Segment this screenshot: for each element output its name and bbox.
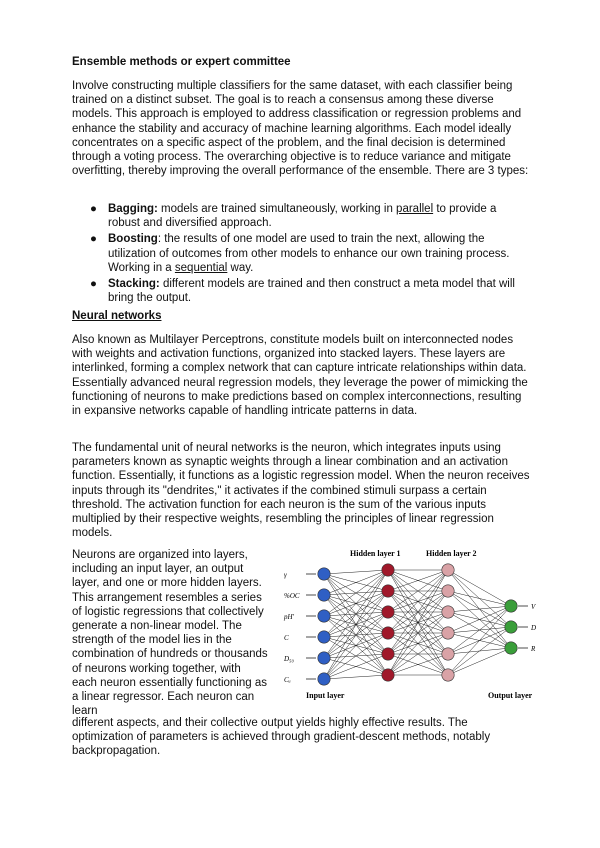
input-node (318, 568, 330, 580)
hidden2-node (442, 648, 454, 660)
network-edge (448, 570, 511, 606)
hidden2-node (442, 606, 454, 618)
network-edge (324, 654, 388, 679)
network-edge (448, 606, 511, 633)
ensemble-types-list (90, 202, 530, 307)
neural-networks-paragraph-1: Also known as Multilayer Perceptrons, constitute models built on interconnected nodes with weights and activation functions, organized into stacked layers. These layers are interlinked, forming a complex network that can capture intricate relationships within data. Essentially advanced neural regression models, they leverage the power of mimicking the functioning of neurons to make predictions based on complex interconnections, resulting in expansive networks capable of handling intricate patterns in data. (72, 334, 528, 418)
input-variable-label: %OC (284, 592, 300, 600)
network-edge (324, 570, 388, 574)
output-node (505, 621, 517, 633)
output-variable-label: D (531, 624, 537, 632)
hidden1-node (382, 606, 394, 618)
hidden1-node (382, 585, 394, 597)
hidden1-node (382, 564, 394, 576)
network-edge (448, 627, 511, 675)
input-node (318, 652, 330, 664)
ensemble-intro-paragraph: Involve constructing multiple classifiers for the same dataset, with each classifier being trained on a distinct subset. The goal is to reach a consensus among these diverse models. This approach is employed to address classification or regression problems and enhance the stability and accuracy of machine learning algorithms. Each model ideally concentrates on a specific aspect of the problem, and the final decision is determined through a voting process. The overarching objective is to reduce variance and mitigate overfitting, thereby improving the overall performance of the ensemble. There are 3 types: (72, 80, 529, 178)
neural-networks-paragraph-4: different aspects, and their collective output yields highly effective results. The optimization of parameters is achieved through gradient-descent methods, notably backpropagation. (72, 717, 491, 758)
network-edge (448, 591, 511, 606)
network-edge (324, 570, 388, 637)
hidden2-node (442, 669, 454, 681)
input-layer-label: Input layer (306, 691, 345, 700)
bullet-icon: ● (90, 278, 97, 291)
input-node (318, 610, 330, 622)
input-node (318, 589, 330, 601)
network-edge (324, 675, 388, 679)
network-edges (324, 570, 511, 679)
network-edge (324, 612, 388, 679)
hidden1-node (382, 669, 394, 681)
network-edge (324, 633, 388, 679)
input-variable-label: D₅₀ (284, 655, 294, 663)
network-edge (448, 648, 511, 675)
input-variable-label: pH' (284, 613, 295, 621)
input-node (318, 631, 330, 643)
list-item-stacking: ● Stacking: different models are trained and then construct a meta model that will bring the output. (90, 278, 515, 305)
hidden2-node (442, 627, 454, 639)
output-layer-label: Output layer (488, 691, 533, 700)
bullet-icon: ● (90, 203, 97, 215)
output-variable-label: R (531, 645, 536, 653)
network-edge (324, 591, 388, 679)
hidden-layer-1-label: Hidden layer 1 (350, 549, 401, 558)
network-edge (448, 606, 511, 654)
hidden1-node (382, 648, 394, 660)
link-sequential: sequential (174, 261, 228, 274)
output-node (505, 642, 517, 654)
list-item-boosting: ● Boosting: the results of one model are used to train the next, allowing the utilization of outcomes from other models to enhance our own training process. Working in a sequential way. (90, 233, 510, 274)
network-edge (324, 570, 388, 595)
input-variable-label: Cᵤ (284, 676, 291, 684)
network-edge (324, 570, 388, 616)
hidden2-node (442, 564, 454, 576)
neural-network-diagram (282, 548, 542, 712)
neural-networks-paragraph-3: Neurons are organized into layers, including an input layer, an output layer, and one or more hidden layers. This arrangement resembles a series of logistic regressions that collectively generate a non-linear model. The strength of the model lies in the combination of hundreds or thousands of neurons working together, with each neuron essentially functioning as a linear regressor. Each neuron can learn (72, 549, 268, 718)
output-node (505, 600, 517, 612)
link-parallel: parallel (396, 203, 434, 215)
input-variable-label: γ (284, 571, 287, 579)
section-heading-ensemble: Ensemble methods or expert committee (72, 56, 291, 68)
input-variable-label: C (284, 634, 289, 642)
list-item-bagging: ● Bagging: models are trained simultaneously, working in parallel to provide a robust and diversified approach. (90, 203, 497, 230)
output-variable-labels (518, 603, 536, 653)
output-variable-label: V (531, 603, 536, 611)
hidden2-node (442, 585, 454, 597)
input-variable-labels (283, 571, 316, 684)
section-heading-neural-networks: Neural networks (72, 310, 162, 322)
network-edge (448, 606, 511, 612)
input-node (318, 673, 330, 685)
network-edge (324, 570, 388, 658)
hidden-layer-2-label: Hidden layer 2 (426, 549, 477, 558)
hidden1-node (382, 627, 394, 639)
neural-networks-paragraph-2: The fundamental unit of neural networks is the neuron, which integrates inputs using parameters known as synaptic weights through a linear combination and an activation function. Essentially, it functions as a logistic regression model. When the neuron receives inputs through its "dendrites," it activates if the combined stimuli surpass a certain threshold. The activation function for each neuron is the sum of the various inputs multiplied by their respective weights, resembling the principles of linear regression models. (72, 442, 530, 540)
network-edge (448, 606, 511, 675)
bullet-icon: ● (90, 233, 97, 246)
